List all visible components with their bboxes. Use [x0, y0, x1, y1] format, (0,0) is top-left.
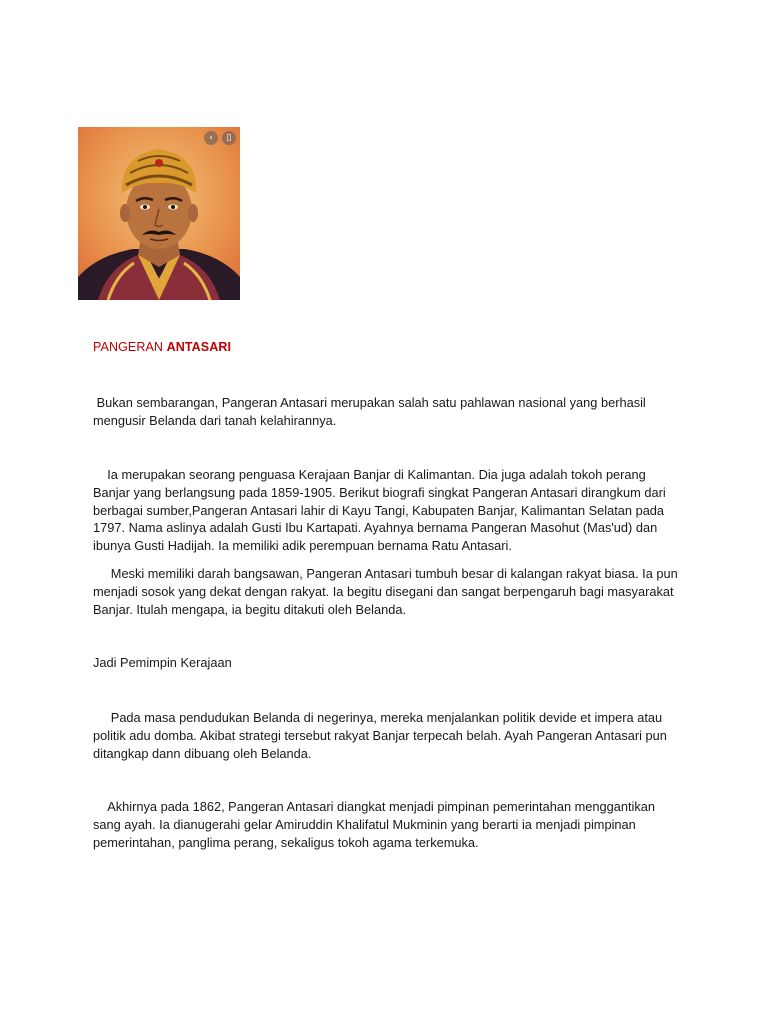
title-name: ANTASARI	[166, 340, 232, 354]
paragraph-leadership: Akhirnya pada 1862, Pangeran Antasari diangkat menjadi pimpinan pemerintahan menggantikan sang ayah. Ia dianugerahi gelar Amiruddin Khalifatul Mukminin yang berarti ia menjadi pimpinan pemerintahan, panglima perang, sekaligus tokoh agama terkemuka.	[93, 799, 659, 850]
paragraph-occupation: Pada masa pendudukan Belanda di negerinya, mereka menjalankan politik devide et impera atau politik adu domba. Akibat strategi tersebut rakyat Banjar terpecah belah. Ayah Pangeran Antasari pun ditangkap dann dibuang oleh Belanda.	[93, 710, 671, 761]
page-title	[93, 340, 231, 354]
title-prefix: PANGERAN	[93, 340, 167, 354]
paragraph-intro: Bukan sembarangan, Pangeran Antasari merupakan salah satu pahlawan nasional yang berhasil mengusir Belanda dari tanah kelahirannya.	[93, 395, 650, 428]
section-heading: Jadi Pemimpin Kerajaan	[93, 655, 232, 670]
share-icon[interactable]: ‹	[204, 131, 218, 145]
portrait-illustration	[78, 127, 240, 300]
paragraph-biography: Ia merupakan seorang penguasa Kerajaan Banjar di Kalimantan. Dia juga adalah tokoh perang Banjar yang berlangsung pada 1859-1905. Berikut biografi singkat Pangeran Antasari dirangkum dari berbagai sumber,Pangeran Antasari lahir di Kayu Tangi, Kabupaten Banjar, Kalimantan Selatan pada 1797. Nama aslinya adalah Gusti Ibu Kartapati. Ayahnya bernama Pangeran Masohut (Mas'ud) dan ibunya Gusti Hadijah. Ia memiliki adik perempuan bernama Ratu Antasari.	[93, 467, 670, 554]
paragraph-upbringing: Meski memiliki darah bangsawan, Pangeran Antasari tumbuh besar di kalangan rakyat biasa. Ia pun menjadi sosok yang dekat dengan rakyat. Ia begitu disegani dan sangat berpengaruh bagi masyarakat Banjar. Itulah mengapa, ia begitu ditakuti oleh Belanda.	[93, 566, 682, 617]
bookmark-icon[interactable]: ▯	[222, 131, 236, 145]
image-actions	[204, 131, 236, 145]
portrait-image	[78, 127, 240, 300]
